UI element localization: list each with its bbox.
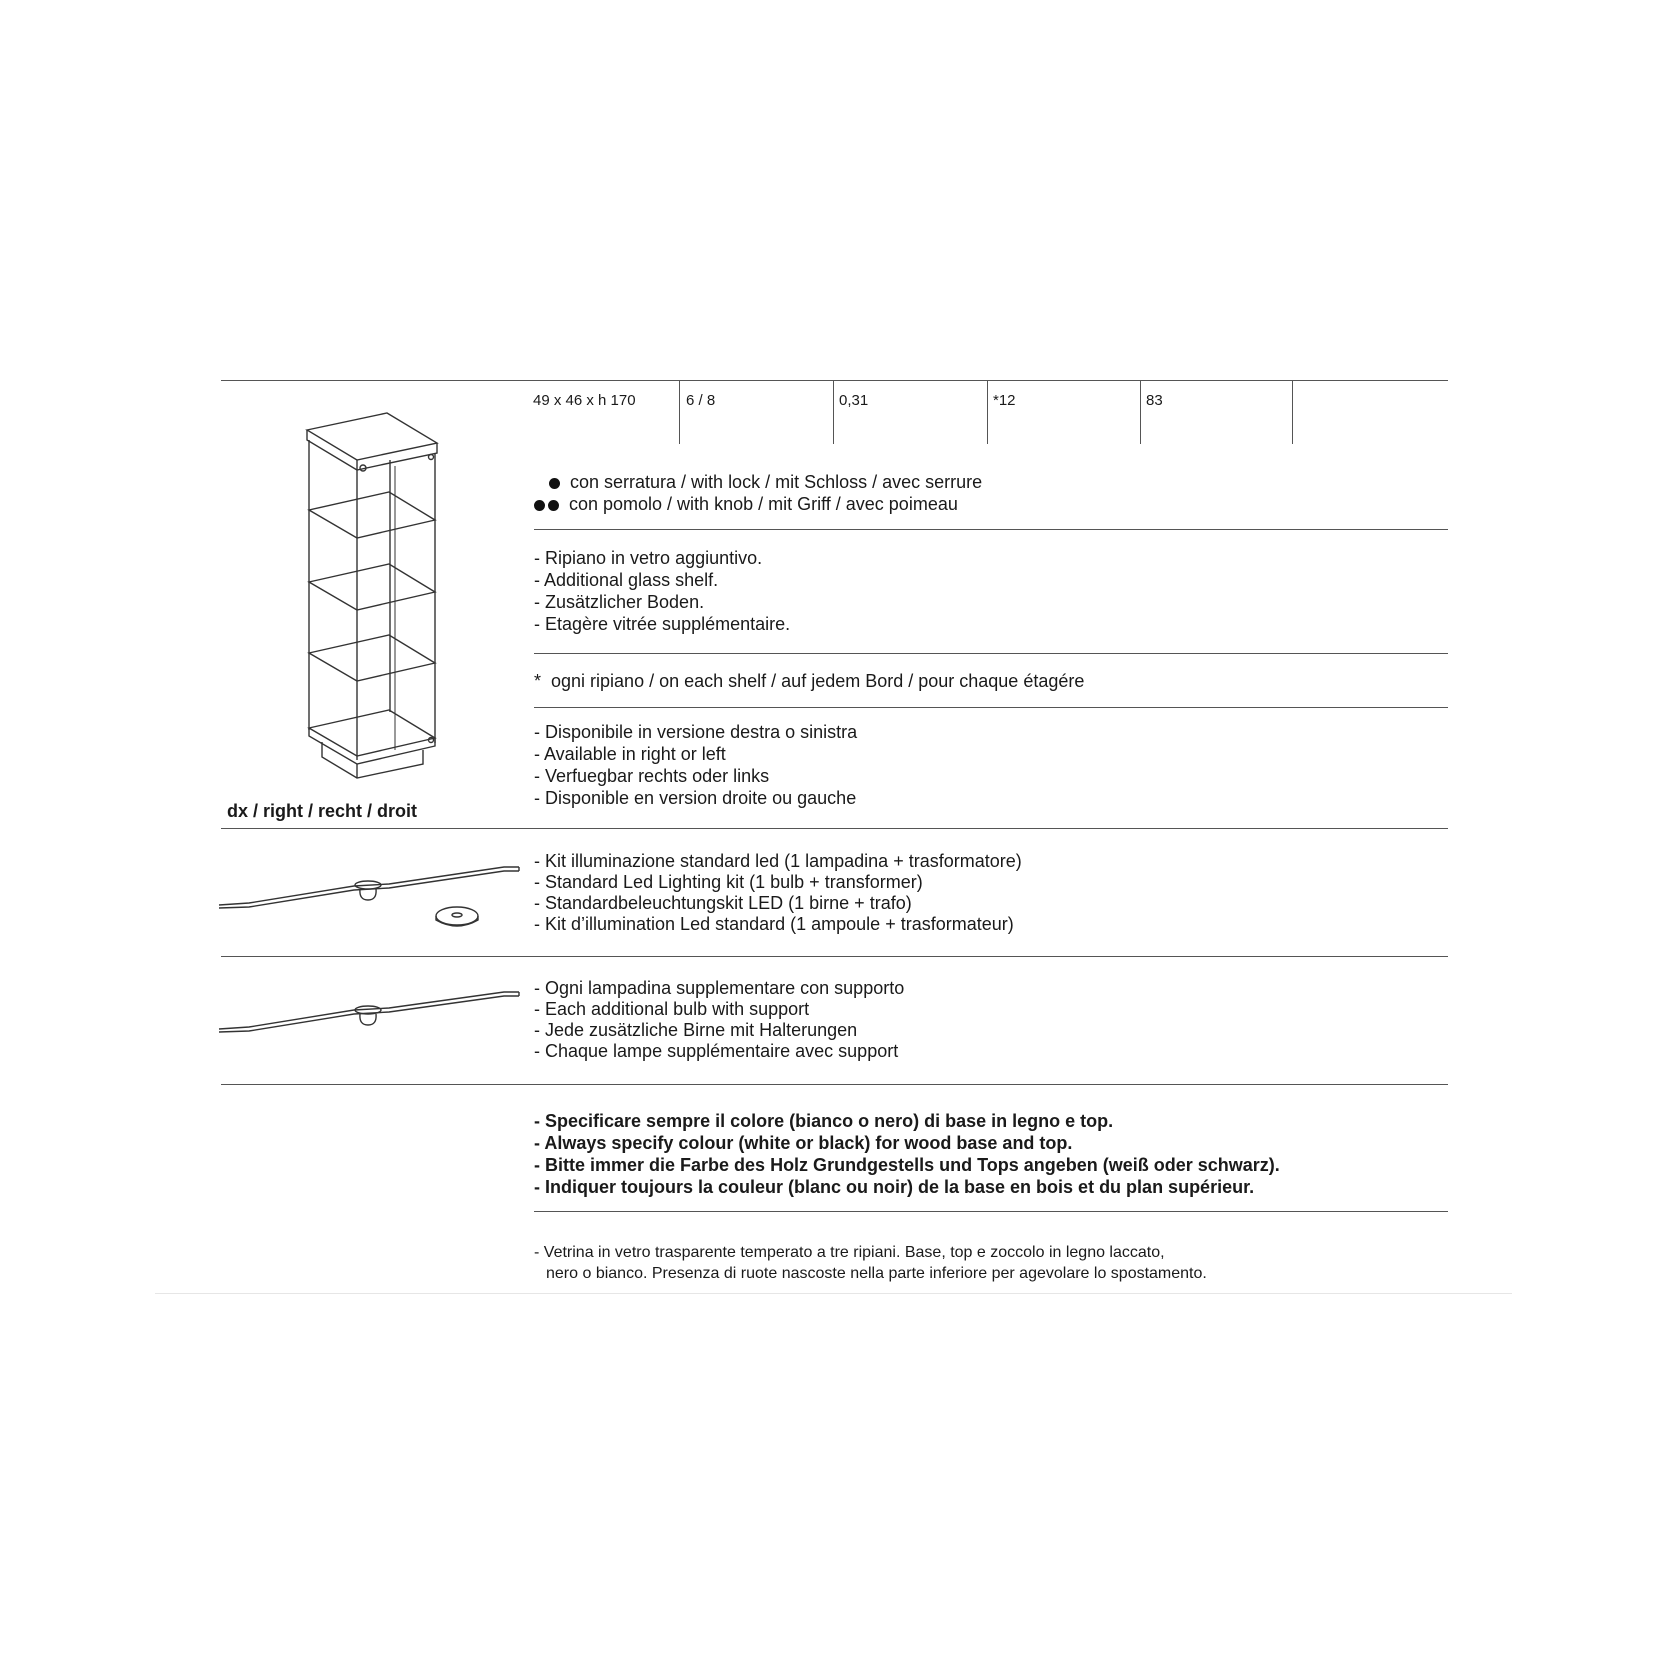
glass-shelf-block xyxy=(534,547,790,635)
lighting-kit-line: - Kit d’illumination Led standard (1 ampoule + trasformateur) xyxy=(534,914,1014,934)
column-divider xyxy=(833,380,834,444)
spec-dimensions: 49 x 46 x h 170 xyxy=(533,392,636,409)
color-note-line: - Always specify colour (white or black) for wood base and top. xyxy=(534,1133,1073,1153)
column-divider xyxy=(1140,380,1141,444)
asterisk-marker: * xyxy=(534,671,542,691)
column-divider xyxy=(679,380,680,444)
glass-shelf-line: - Zusätzlicher Boden. xyxy=(534,592,705,612)
extra-bulb-block xyxy=(534,978,904,1062)
extra-bulb-line: - Jede zusätzliche Birne mit Halterungen xyxy=(534,1020,858,1040)
availability-line: - Disponible en version droite ou gauche xyxy=(534,788,857,808)
crop-edge xyxy=(155,1293,1512,1294)
double-dot-icon-a xyxy=(534,500,545,511)
extra-bulb-line: - Chaque lampe supplémentaire avec support xyxy=(534,1041,899,1061)
description-block xyxy=(534,1242,1207,1284)
single-dot-icon xyxy=(549,478,560,489)
glass-shelf-line: - Etagère vitrée supplémentaire. xyxy=(534,614,791,634)
lock-option-with-lock xyxy=(534,471,982,493)
color-note-line: - Specificare sempre il colore (bianco o nero) di base in legno e top. xyxy=(534,1111,1114,1131)
section-rule xyxy=(534,653,1448,654)
color-note-block xyxy=(534,1110,1280,1198)
glass-cabinet-drawing xyxy=(300,410,460,810)
extra-bulb-line: - Ogni lampadina supplementare con supporto xyxy=(534,978,905,998)
spec-col3: 0,31 xyxy=(839,392,869,409)
orientation-caption: dx / right / recht / droit xyxy=(227,801,418,821)
section-rule xyxy=(221,956,1448,957)
spec-col4: *12 xyxy=(993,392,1016,409)
additional-bulb-drawing xyxy=(219,988,519,1048)
color-note-line: - Indiquer toujours la couleur (blanc ou noir) de la base en bois et du plan supérieur. xyxy=(534,1177,1255,1197)
description-line: - Vetrina in vetro trasparente temperato a tre ripiani. Base, top e zoccolo in legno laccato, xyxy=(534,1244,1165,1261)
per-shelf-note xyxy=(534,670,1084,692)
spec-col2: 6 / 8 xyxy=(686,392,716,409)
lighting-kit-line: - Kit illuminazione standard led (1 lampadina + trasformatore) xyxy=(534,851,1022,871)
description-clip xyxy=(534,1242,1448,1293)
with-knob-label: con pomolo / with knob / mit Griff / avec poimeau xyxy=(569,494,958,514)
section-rule xyxy=(534,1211,1448,1212)
section-rule xyxy=(221,828,1448,829)
section-rule xyxy=(534,529,1448,530)
section-rule xyxy=(534,707,1448,708)
column-divider xyxy=(1292,380,1293,444)
availability-line: - Verfuegbar rechts oder links xyxy=(534,766,770,786)
color-note-line: - Bitte immer die Farbe des Holz Grundgestells und Tops angeben (weiß oder schwarz). xyxy=(534,1155,1280,1175)
extra-bulb-line: - Each additional bulb with support xyxy=(534,999,810,1019)
spec-col5: 83 xyxy=(1146,392,1163,409)
availability-line: - Available in right or left xyxy=(534,744,726,764)
availability-line: - Disponibile in versione destra o sinistra xyxy=(534,722,858,742)
table-top-rule xyxy=(221,380,1448,381)
lock-option-with-knob xyxy=(534,493,958,515)
description-line: nero o bianco. Presenza di ruote nascoste nella parte inferiore per agevolare lo spostamento. xyxy=(546,1265,1207,1282)
lighting-kit-block xyxy=(534,851,1022,935)
per-shelf-text: ogni ripiano / on each shelf / auf jedem Bord / pour chaque étagére xyxy=(551,671,1085,691)
glass-shelf-line: - Ripiano in vetro aggiuntivo. xyxy=(534,548,763,568)
with-lock-label: con serratura / with lock / mit Schloss / avec serrure xyxy=(570,472,983,492)
column-divider xyxy=(987,380,988,444)
availability-block xyxy=(534,721,857,809)
lighting-kit-line: - Standardbeleuchtungskit LED (1 birne + trafo) xyxy=(534,893,912,913)
glass-shelf-line: - Additional glass shelf. xyxy=(534,570,719,590)
led-lighting-kit-drawing xyxy=(219,858,519,938)
double-dot-icon-b xyxy=(548,500,559,511)
lighting-kit-line: - Standard Led Lighting kit (1 bulb + transformer) xyxy=(534,872,923,892)
section-rule xyxy=(221,1084,1448,1085)
